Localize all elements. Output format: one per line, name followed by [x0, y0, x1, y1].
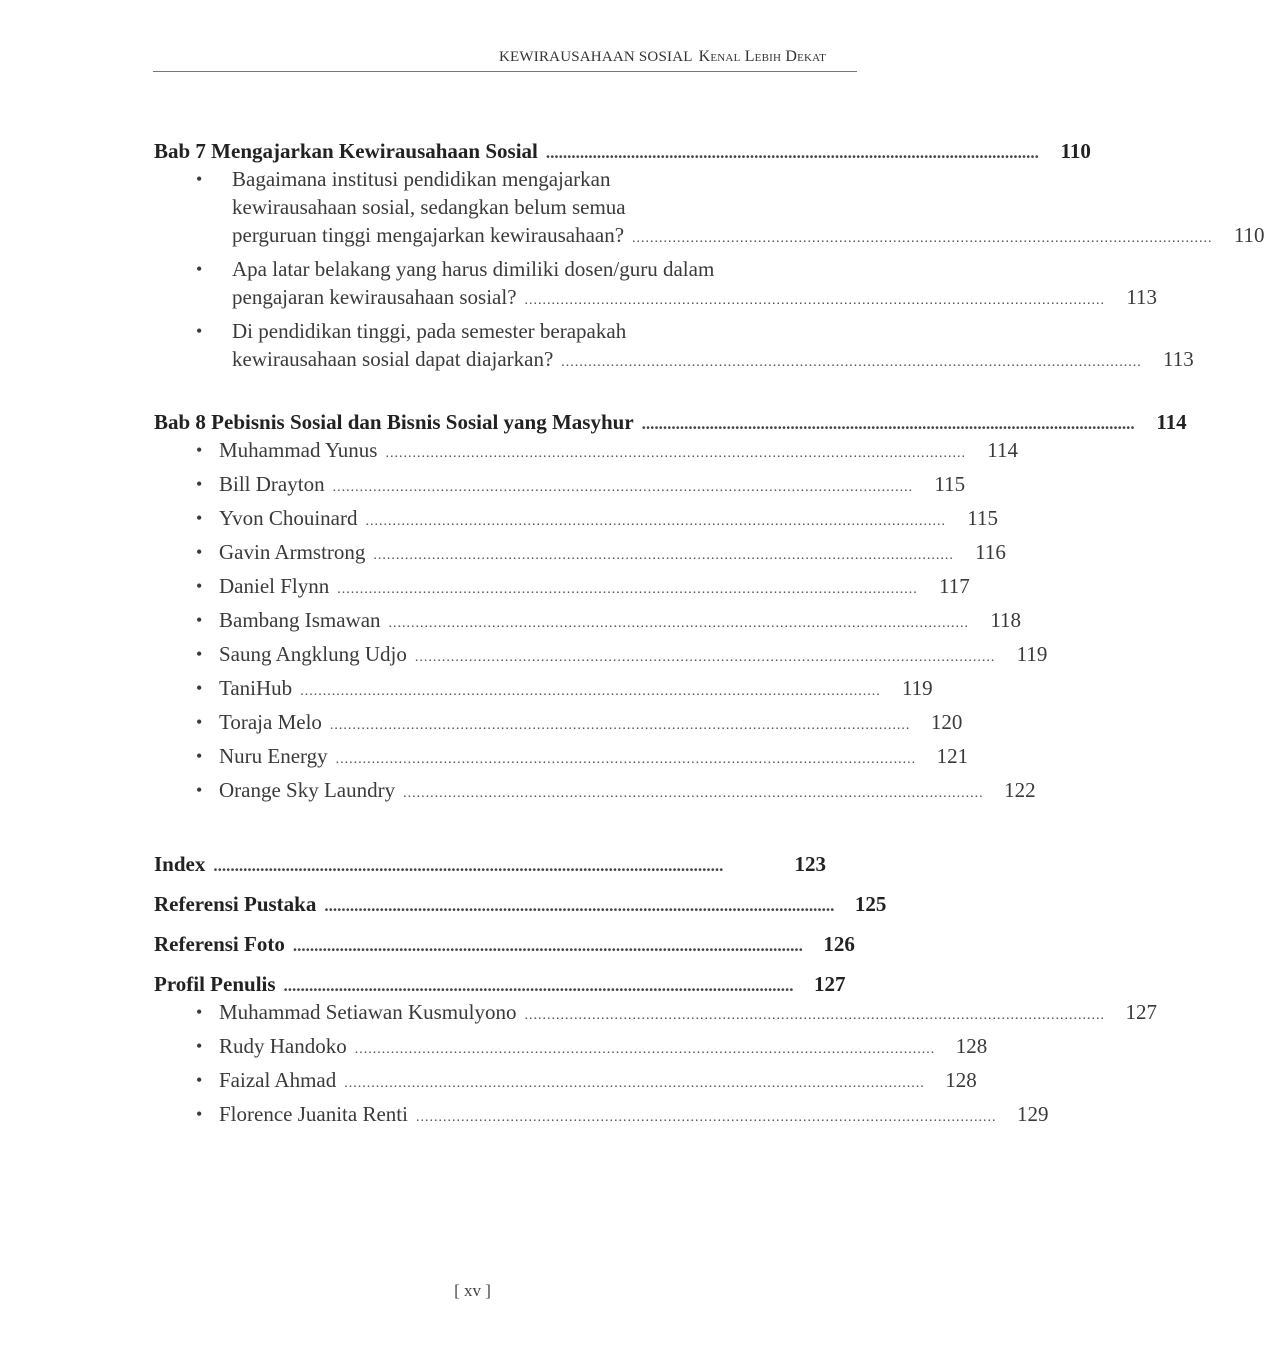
toc-entry-index[interactable] [154, 850, 826, 880]
toc-item-label: Yvon Chouinard [219, 506, 358, 530]
toc-entry-question-3[interactable] [232, 345, 1194, 377]
toc-entry-label: pengajaran kewirausahaan sosial? [232, 285, 517, 309]
leader-dots: .................................................................................................................... [641, 414, 1135, 433]
bullet-icon: • [196, 712, 203, 732]
leader-dots: ................................................................................................................................. [365, 514, 946, 529]
toc-entry-page: 125 [854, 892, 887, 916]
bullet-icon: • [196, 474, 203, 494]
bullet-icon: • [196, 169, 203, 189]
leader-dots: ................................................................................................................................. [414, 650, 996, 665]
toc-item-label: Florence Juanita Renti [219, 1102, 408, 1126]
toc-item-label: Saung Angklung Udjo [219, 642, 407, 666]
toc-entry-page: 110 [1060, 139, 1091, 163]
toc-item-label: Muhammad Setiawan Kusmulyono [219, 1000, 517, 1024]
toc-entry-label: kewirausahaan sosial dapat diajarkan? [232, 347, 554, 371]
running-head-subtitle: Kenal Lebih Dekat [698, 48, 826, 65]
toc-item-label: Bill Drayton [219, 472, 325, 496]
bullet-icon: • [196, 1104, 203, 1124]
toc-item-page: 114 [987, 438, 1018, 462]
leader-dots: ................................................................................................................................. [329, 718, 911, 733]
toc-entry-label: Bab 7 Mengajarkan Kewirausahaan Sosial [154, 139, 538, 163]
bullet-icon: • [196, 1036, 203, 1056]
bullet-icon: • [196, 1002, 203, 1022]
leader-dots: ................................................................................................................................. [300, 684, 881, 699]
toc-entry-question-2[interactable] [232, 283, 1158, 315]
bullet-icon: • [196, 508, 203, 528]
leader-dots: ................................................................................................................................. [388, 616, 970, 631]
toc-question-line: Bagaimana institusi pendidikan mengajarkan [232, 167, 611, 191]
toc-item-label: Rudy Handoko [219, 1034, 347, 1058]
toc-item[interactable] [219, 742, 969, 774]
toc-entry-referensi-pustaka[interactable] [154, 890, 887, 920]
toc-entry-page: 126 [823, 932, 855, 956]
toc-item[interactable] [219, 1100, 1049, 1132]
bullet-icon: • [196, 259, 203, 279]
leader-dots: ................................................................................................................................. [373, 548, 954, 563]
toc-question-line: Apa latar belakang yang harus dimiliki dosen/guru dalam [232, 257, 715, 281]
toc-question-line: Di pendidikan tinggi, pada semester berapakah [232, 319, 627, 343]
bullet-icon: • [196, 644, 203, 664]
toc-item-page: 129 [1016, 1102, 1049, 1126]
toc-item-page: 118 [990, 608, 1022, 632]
toc-item-page: 127 [1125, 1000, 1157, 1024]
toc-item[interactable] [219, 1032, 988, 1064]
leader-dots: ........................................................................................................................ [324, 896, 835, 915]
bullet-icon: • [196, 746, 203, 766]
toc-item[interactable] [219, 998, 1157, 1030]
toc-entry-label: Index [154, 852, 206, 876]
toc-entry-label: Referensi Pustaka [154, 892, 317, 916]
toc-item[interactable] [219, 674, 933, 706]
bullet-icon: • [196, 440, 203, 460]
toc-entry-profil-penulis[interactable] [154, 970, 846, 1000]
header-rule [153, 71, 857, 72]
toc-item-page: 119 [901, 676, 933, 700]
toc-item[interactable] [219, 572, 970, 604]
toc-item[interactable] [219, 470, 966, 502]
toc-item[interactable] [219, 538, 1006, 570]
leader-dots: ........................................................................................................................ [292, 936, 803, 955]
leader-dots: ................................................................................................................................. [561, 355, 1142, 370]
toc-item-page: 115 [934, 472, 966, 496]
leader-dots: ................................................................................................................................. [632, 231, 1213, 246]
toc-item-label: Toraja Melo [219, 710, 322, 734]
toc-item-label: Orange Sky Laundry [219, 778, 396, 802]
leader-dots: ................................................................................................................................. [335, 752, 917, 767]
running-head [154, 48, 826, 66]
page-number: [ xv ] [454, 1281, 491, 1300]
toc-item-page: 116 [975, 540, 1006, 564]
bullet-icon: • [196, 321, 203, 341]
leader-dots: ................................................................................................................................. [524, 293, 1106, 308]
toc-item[interactable] [219, 606, 1022, 638]
toc-item[interactable] [219, 708, 963, 740]
leader-dots: ................................................................................................................................. [337, 582, 918, 597]
toc-entry-bab7[interactable] [154, 137, 1091, 167]
toc-entry-label: perguruan tinggi mengajarkan kewirausahaan? [232, 223, 625, 247]
toc-item-page: 121 [936, 744, 969, 768]
toc-item-page: 122 [1004, 778, 1036, 802]
leader-dots: ................................................................................................................................. [415, 1110, 997, 1125]
leader-dots: ................................................................................................................................. [385, 446, 966, 461]
toc-item[interactable] [219, 436, 1018, 468]
leader-dots: ................................................................................................................................. [332, 480, 914, 495]
leader-dots: ................................................................................................................................. [354, 1042, 936, 1057]
bullet-icon: • [196, 610, 203, 630]
toc-entry-label: Bab 8 Pebisnis Sosial dan Bisnis Sosial yang Masyhur [154, 410, 634, 434]
toc-entry-page: 113 [1163, 347, 1194, 371]
toc-entry-page: 123 [794, 852, 826, 876]
toc-item-page: 120 [930, 710, 963, 734]
toc-item[interactable] [219, 640, 1048, 672]
leader-dots: ........................................................................................................................ [283, 976, 794, 995]
toc-item-label: Nuru Energy [219, 744, 328, 768]
toc-entry-label: Referensi Foto [154, 932, 285, 956]
toc-item[interactable] [219, 1066, 977, 1098]
toc-entry-page: 127 [814, 972, 846, 996]
bullet-icon: • [196, 576, 203, 596]
leader-dots: ................................................................................................................................. [524, 1008, 1105, 1023]
toc-entry-bab8[interactable] [154, 408, 1187, 438]
leader-dots: ................................................................................................................................. [344, 1076, 925, 1091]
toc-item-label: Faizal Ahmad [219, 1068, 337, 1092]
toc-entry-question-1[interactable] [232, 221, 1265, 253]
toc-item-page: 128 [955, 1034, 988, 1058]
toc-entry-page: 113 [1126, 285, 1158, 309]
bullet-icon: • [196, 1070, 203, 1090]
toc-item-page: 119 [1016, 642, 1048, 666]
bullet-icon: • [196, 678, 203, 698]
bullet-icon: • [196, 780, 203, 800]
running-head-title: KEWIRAUSAHAAN SOSIAL [499, 49, 693, 65]
toc-item[interactable] [219, 504, 998, 536]
leader-dots: ........................................................................................................................ [213, 856, 724, 875]
toc-question-line: kewirausahaan sosial, sedangkan belum semua [232, 195, 626, 219]
toc-entry-label: Profil Penulis [154, 972, 276, 996]
leader-dots: ................................................................................................................................. [403, 786, 984, 801]
toc-entry-referensi-foto[interactable] [154, 930, 855, 960]
toc-item-page: 128 [945, 1068, 977, 1092]
toc-item-label: Muhammad Yunus [219, 438, 378, 462]
leader-dots: .................................................................................................................... [545, 143, 1039, 162]
toc-item[interactable] [219, 776, 1036, 808]
toc-item-label: TaniHub [219, 676, 293, 700]
toc-item-label: Gavin Armstrong [219, 540, 366, 564]
toc-entry-page: 110 [1233, 223, 1265, 247]
toc-entry-page: 114 [1156, 410, 1187, 434]
toc-item-page: 117 [939, 574, 970, 598]
toc-item-page: 115 [967, 506, 998, 530]
toc-item-label: Bambang Ismawan [219, 608, 381, 632]
bullet-icon: • [196, 542, 203, 562]
toc-item-label: Daniel Flynn [219, 574, 330, 598]
